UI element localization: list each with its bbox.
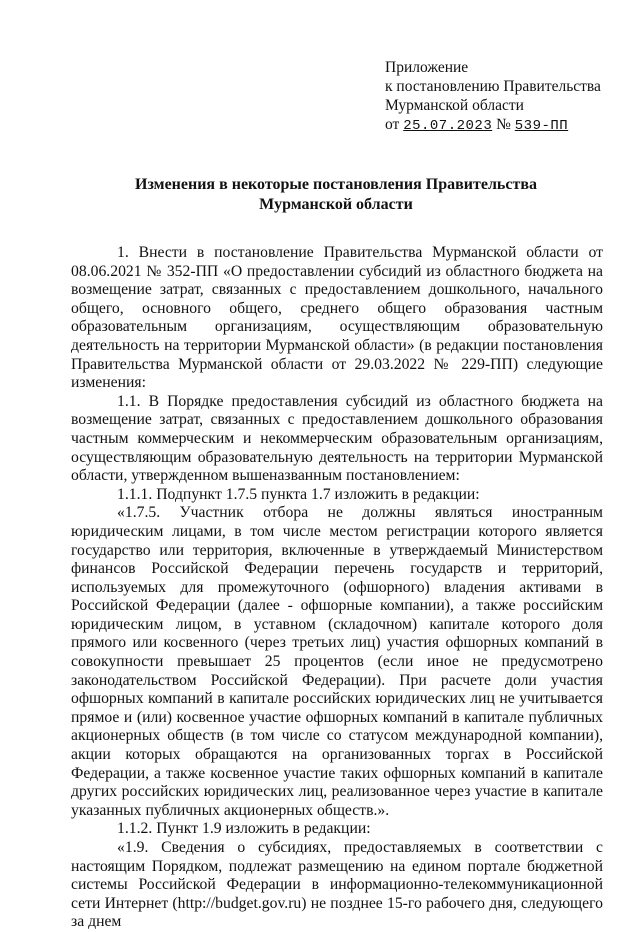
resolution-date: 25.07.2023 (403, 118, 493, 134)
paragraph-1-1: 1.1. В Порядке предоставления субсидий из областного бюджета на возмещение затрат, связанных с предоставлением дошкольного образования частным коммерческим и некоммерческим образовательным организациям, осуществляющим образовательную деятельность на территории Мурманской области, утвержденном вышеназванным постановлением: (71, 392, 603, 485)
appendix-resolution-line: к постановлению Правительства (385, 78, 601, 95)
number-prefix: № (496, 116, 511, 133)
appendix-block (385, 58, 625, 136)
appendix-heading: Приложение (385, 59, 469, 76)
date-prefix: от (385, 116, 400, 133)
paragraph-1: 1. Внести в постановление Правительства Мурманской области от 08.06.2021 № 352-ПП «О предоставлении субсидий из областного бюджета на возмещение затрат, связанных с предоставлением дошкольного, начального общего, основного общего, среднего общего образования частным образовательным организациям, осуществляющим образовательную деятельность на территории Мурманской области» (в редакции постановления Правительства Мурманской области от 29.03.2022 № 229-ПП) следующие изменения: (71, 244, 603, 392)
paragraph-1-7-5: «1.7.5. Участник отбора не должны являться иностранным юридическим лицами, в том числе местом регистрации которого является государство или территория, включенные в утверждаемый Министерством финансов Российской Федерации перечень государств и территорий, используемых для промежуточного (офшорного) владения активами в Российской Федерации (далее - офшорные компании), а также российским юридическим лицом, в уставном (складочном) капитале которого доля прямого или косвенного (через третьих лиц) участия офшорных компаний в совокупности превышает 25 процентов (если иное не предусмотрено законодательством Российской Федерации). При расчете доли участия офшорных компаний в капитале российских юридических лиц не учитывается прямое и (или) косвенное участие офшорных компаний в капитале публичных акционерных обществ (в том числе со статусом международной компании), акции которых обращаются на организованных торгах в Российской Федерации, а также косвенное участие таких офшорных компаний в капитале других российских юридических лиц, реализованное через участие в капитале указанных публичных акционерных обществ.». (71, 504, 603, 819)
paragraph-1-1-1: 1.1.1. Подпункт 1.7.5 пункта 1.7 изложить в редакции: (117, 485, 480, 503)
paragraph-1-1-2: 1.1.2. Пункт 1.9 изложить в редакции: (117, 820, 371, 838)
document-title (70, 175, 602, 215)
appendix-region-line: Мурманской области (385, 97, 524, 114)
paragraph-1-9: «1.9. Сведения о субсидиях, предоставляемых в соответствии с настоящим Порядком, подлежат размещению на едином портале бюджетной системы Российской Федерации в информационно-телекоммуникационной сети Интернет (http://budget.gov.ru) не позднее 15-го рабочего дня, следующего за днем (71, 839, 603, 931)
appendix-date-line (385, 115, 625, 136)
resolution-number: 539-ПП (514, 118, 569, 134)
document-body (71, 244, 603, 932)
title-line-1: Изменения в некоторые постановления Правительства (135, 176, 537, 193)
title-line-2: Мурманской области (259, 196, 413, 213)
